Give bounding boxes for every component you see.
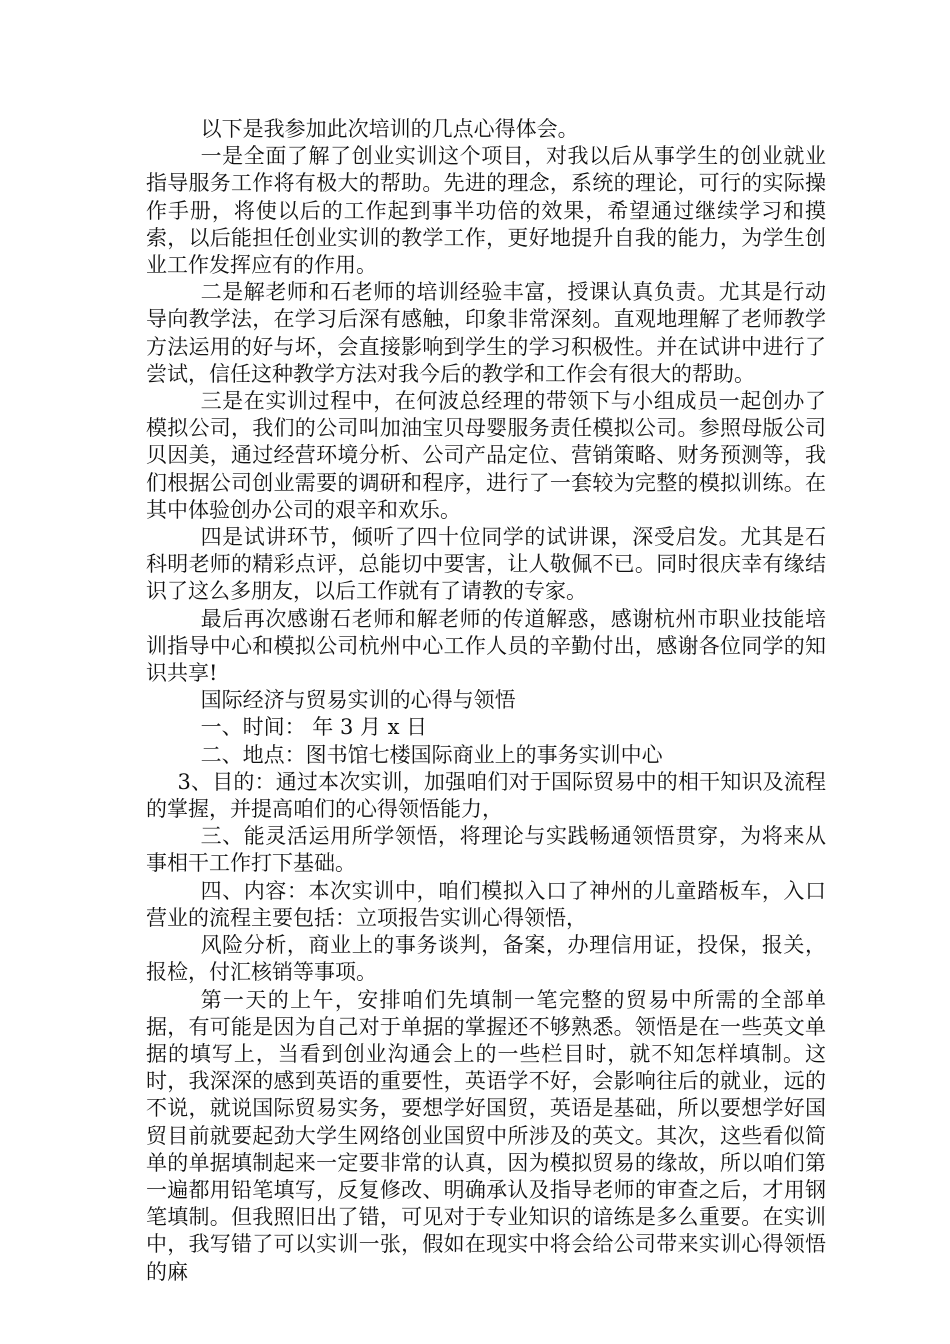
paragraph-intro: 以下是我参加此次培训的几点心得体会。 [200, 117, 579, 141]
paragraph-thanks: 最后再次感谢石老师和解老师的传道解惑，感谢杭州市职业技能培训指导中心和模拟公司杭州中心工作人员的辛勤付出，感谢各位同学的知识共享! [146, 606, 826, 686]
paragraph-location: 二、地点：图书馆七楼国际商业上的事务实训中心 [200, 742, 663, 767]
paragraph-purpose: 3、目的：通过本次实训，加强咱们对于国际贸易中的相干知识及流程的掌握，并提高咱们的心得领悟能力， [146, 769, 826, 822]
paragraph-time: 一、时间： 年 3 月 x 日 [200, 715, 428, 740]
paragraph-content: 四、内容：本次实训中，咱们模拟入口了神州的儿童踏板车，入口营业的流程主要包括：立项报告实训心得领悟， [146, 878, 826, 930]
paragraph-point-2: 二是解老师和石老师的培训经验丰富，授课认真负责。尤其是行动导向教学法，在学习后深有感触，印象非常深刻。直观地理解了老师教学方法运用的好与坏，会直接影响到学生的学习积极性。并在试讲中进行了尝试，信任这种教学方法对我今后的教学和工作会有很大的帮助。 [146, 280, 826, 386]
paragraph-first-day: 第一天的上午，安排咱们先填制一笔完整的贸易中所需的全部单据，有可能是因为自己对于单据的掌握还不够熟悉。领悟是在一些英文单据的填写上，当看到创业沟通会上的一些栏目时，就不知怎样填制。这时，我深深的感到英语的重要性，英语学不好，会影响往后的就业，远的不说，就说国际贸易实务，要想学好国贸，英语是基础，所以要想学好国贸目前就要起劲大学生网络创业国贸中所涉及的英文。其次，这些看似简单的单据填制起来一定要非常的认真，因为模拟贸易的缘故，所以咱们第一遍都用铅笔填写，反复修改、明确承认及指导老师的审查之后，才用钢笔填制。但我照旧出了错，可见对于专业知识的谙练是多么重要。在实训中，我写错了可以实训一张，假如在现实中将会给公司带来实训心得领悟的麻 [146, 987, 826, 1284]
paragraph-point-4: 四是试讲环节，倾听了四十位同学的试讲课，深受启发。尤其是石科明老师的精彩点评，总能切中要害，让人敬佩不已。同时很庆幸有缘结识了这么多朋友，以后工作就有了请教的专家。 [146, 525, 826, 604]
paragraph-application: 三、能灵活运用所学领悟，将理论与实践畅通领悟贯穿，为将来从事相干工作打下基础。 [146, 824, 826, 876]
document-page [146, 116, 826, 1286]
paragraph-point-1: 一是全面了解了创业实训这个项目，对我以后从事学生的创业就业指导服务工作将有极大的帮助。先进的理念，系统的理论，可行的实际操作手册，将使以后的工作起到事半功倍的效果，希望通过继续学习和摸索，以后能担任创业实训的教学工作，更好地提升自我的能力，为学生创业工作发挥应有的作用。 [146, 144, 826, 278]
paragraph-risk: 风险分析，商业上的事务谈判，备案，办理信用证，投保，报关，报检，付汇核销等事项。 [146, 933, 826, 985]
paragraph-point-3: 三是在实训过程中，在何波总经理的带领下与小组成员一起创办了模拟公司，我们的公司叫加油宝贝母婴服务责任模拟公司。参照母版公司贝因美，通过经营环境分析、公司产品定位、营销策略、财务预测等，我们根据公司创业需要的调研和程序，进行了一套较为完整的模拟训练。在其中体验创办公司的艰辛和欢乐。 [146, 389, 826, 522]
section-title: 国际经济与贸易实训的心得与领悟 [200, 688, 516, 713]
